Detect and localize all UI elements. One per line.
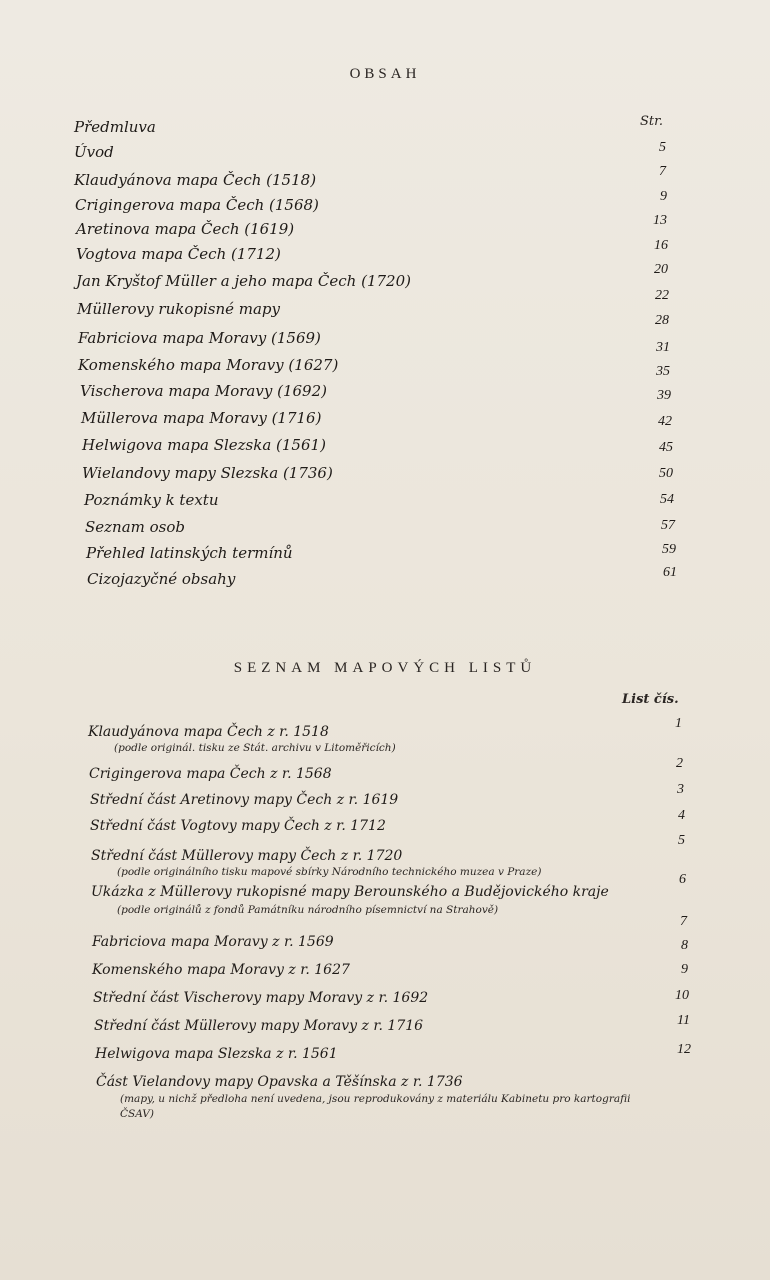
- map-sheets-heading: SEZNAM MAPOVÝCH LISTŮ: [233, 660, 537, 676]
- map-sheet-note: (podle originálů z fondů Památníku národního písemnictví na Strahově): [117, 904, 499, 916]
- map-sheet-number: 2: [676, 756, 683, 771]
- toc-item: Helwigova mapa Slezska (1561): [82, 436, 326, 454]
- toc-page-number: 9: [660, 189, 667, 204]
- map-sheet-number: 3: [677, 782, 684, 797]
- map-sheet-number: 11: [677, 1013, 690, 1028]
- toc-item: Komenského mapa Moravy (1627): [78, 356, 339, 374]
- toc-item: Fabriciova mapa Moravy (1569): [78, 329, 321, 347]
- toc-item: Müllerovy rukopisné mapy: [77, 300, 281, 318]
- toc-item: Müllerova mapa Moravy (1716): [81, 409, 322, 427]
- toc-page-number: 59: [662, 542, 676, 557]
- toc-item: Cizojazyčné obsahy: [87, 570, 236, 588]
- map-sheet-item: Střední část Vischerovy mapy Moravy z r. 1692: [93, 990, 429, 1006]
- toc-page-number: 28: [655, 313, 669, 328]
- toc-page-number: 54: [660, 492, 674, 507]
- toc-page-number: 16: [654, 238, 668, 253]
- map-sheet-item: Střední část Aretinovy mapy Čech z r. 1619: [90, 792, 399, 808]
- map-sheet-item: Ukázka z Müllerovy rukopisné mapy Berounského a Budějovického kraje: [91, 884, 609, 900]
- map-sheet-number: 12: [677, 1042, 691, 1057]
- map-sheet-number: 8: [681, 938, 688, 953]
- toc-item: Wielandovy mapy Slezska (1736): [82, 464, 333, 482]
- map-sheet-note: (podle originálního tisku mapové sbírky Národního technického muzea v Praze): [117, 866, 542, 878]
- map-sheet-item: Střední část Müllerovy mapy Moravy z r. 1716: [94, 1018, 424, 1034]
- map-sheet-item: Střední část Vogtovy mapy Čech z r. 1712: [90, 818, 386, 834]
- toc-page-number: 50: [659, 466, 673, 481]
- map-sheet-number: 5: [678, 833, 685, 848]
- toc-page-number: 13: [653, 213, 667, 228]
- toc-item: Vischerova mapa Moravy (1692): [80, 382, 327, 400]
- map-sheet-number: 10: [675, 988, 689, 1003]
- toc-page-number: 42: [658, 414, 672, 429]
- map-sheet-number: 4: [678, 808, 685, 823]
- map-sheet-number: 9: [681, 962, 688, 977]
- map-sheet-item: Helwigova mapa Slezska z r. 1561: [95, 1046, 338, 1062]
- map-sheet-number: 6: [679, 872, 686, 887]
- map-sheet-number: 7: [680, 914, 687, 929]
- toc-page-number: 7: [659, 164, 666, 179]
- toc-page-number: 35: [656, 364, 670, 379]
- toc-item: Poznámky k textu: [84, 491, 219, 509]
- map-sheet-number: 1: [675, 716, 682, 731]
- toc-item: Seznam osob: [85, 518, 186, 536]
- map-sheet-note: (podle originál. tisku ze Stát. archivu v Litoměřicích): [114, 742, 396, 754]
- toc-page-number: 39: [657, 388, 671, 403]
- map-sheet-item: Střední část Müllerovy mapy Čech z r. 1720: [91, 848, 403, 864]
- toc-item: Jan Kryštof Müller a jeho mapa Čech (1720): [76, 272, 411, 290]
- toc-page-number: 5: [659, 140, 666, 155]
- map-sheet-item: Fabriciova mapa Moravy z r. 1569: [92, 934, 334, 950]
- map-sheet-item: Část Vielandovy mapy Opavska a Těšínska z r. 1736: [96, 1074, 463, 1090]
- toc-item: Předmluva: [74, 118, 156, 136]
- toc-item: Klaudyánova mapa Čech (1518): [74, 171, 317, 189]
- map-sheet-note: (mapy, u nichž předloha není uvedena, jsou reprodukovány z materiálu Kabinetu pro kartografii ČSAV): [120, 1093, 631, 1120]
- toc-item: Přehled latinských termínů: [86, 544, 293, 562]
- toc-page-number: 31: [656, 340, 670, 355]
- map-sheet-item: Klaudyánova mapa Čech z r. 1518: [88, 724, 329, 740]
- toc-page-number: 20: [654, 262, 668, 277]
- sheet-number-column-label: List čís.: [622, 692, 679, 707]
- contents-heading: OBSAH: [349, 66, 421, 82]
- toc-page-number: 22: [655, 288, 669, 303]
- toc-page-number: 45: [659, 440, 673, 455]
- toc-item: Úvod: [74, 143, 114, 161]
- map-sheet-item: Crigingerova mapa Čech z r. 1568: [89, 766, 332, 782]
- toc-page-number: 61: [663, 565, 677, 580]
- map-sheet-item: Komenského mapa Moravy z r. 1627: [92, 962, 350, 978]
- page-column-label: Str.: [640, 114, 664, 129]
- toc-page-number: 57: [661, 518, 675, 533]
- toc-item: Vogtova mapa Čech (1712): [76, 245, 281, 263]
- toc-item: Crigingerova mapa Čech (1568): [75, 196, 319, 214]
- toc-item: Aretinova mapa Čech (1619): [76, 220, 295, 238]
